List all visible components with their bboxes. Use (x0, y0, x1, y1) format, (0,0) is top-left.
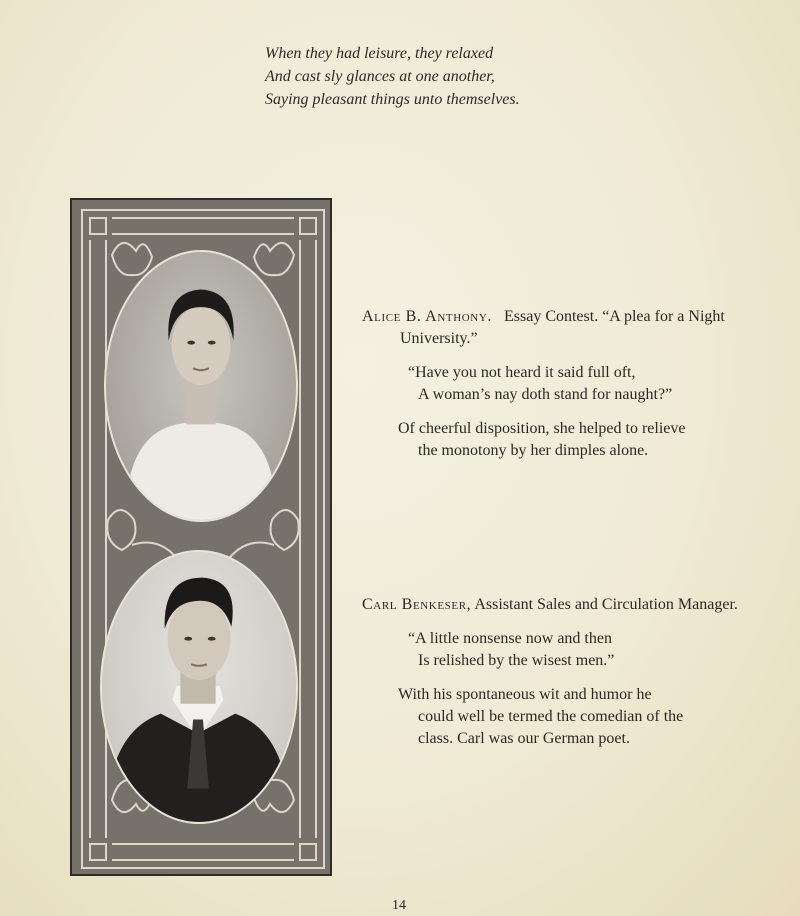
epigraph (265, 42, 520, 111)
entry-name: Carl Benkeser, (362, 596, 472, 613)
entry-role-continued: Manager. (677, 596, 738, 613)
portrait-carl-benkeser (100, 550, 298, 824)
entry-heading (362, 306, 762, 350)
epigraph-line: Saying pleasant things unto themselves. (265, 91, 520, 108)
description-line: the monotony by her dimples alone. (418, 442, 649, 459)
entry-role: Assistant Sales and Circulation (474, 596, 674, 613)
epigraph-line: And cast sly glances at one another, (265, 68, 495, 85)
quote-line: Is relished by the wisest men.” (418, 652, 615, 669)
entry-description (362, 418, 762, 462)
entry-role-continued: for a Night University.” (400, 308, 725, 347)
entry-role: Essay Contest. “A plea (503, 308, 651, 325)
entry-heading (362, 594, 762, 616)
man-portrait-photo (102, 552, 296, 822)
entry-description (362, 684, 762, 750)
quote-line: “Have you not heard it said full oft, (408, 364, 636, 381)
entry-name: Alice B. Anthony. (362, 308, 492, 325)
page-number: 14 (392, 898, 406, 913)
senior-entry-alice-anthony (362, 306, 762, 462)
quote-line: “A little nonsense now and then (408, 630, 612, 647)
entry-quote (362, 362, 762, 406)
woman-portrait-photo (106, 252, 296, 520)
description-line: Of cheerful disposition, she helped to relieve (398, 420, 686, 437)
epigraph-line: When they had leisure, they relaxed (265, 45, 494, 62)
description-line: With his spontaneous wit and humor he (398, 686, 652, 703)
description-line: class. Carl was our German poet. (418, 730, 630, 747)
senior-entry-carl-benkeser (362, 594, 762, 750)
quote-line: A woman’s nay doth stand for naught?” (418, 386, 673, 403)
entry-quote (362, 628, 762, 672)
portrait-alice-anthony (104, 250, 298, 522)
description-line: could well be termed the comedian of the (418, 708, 684, 725)
